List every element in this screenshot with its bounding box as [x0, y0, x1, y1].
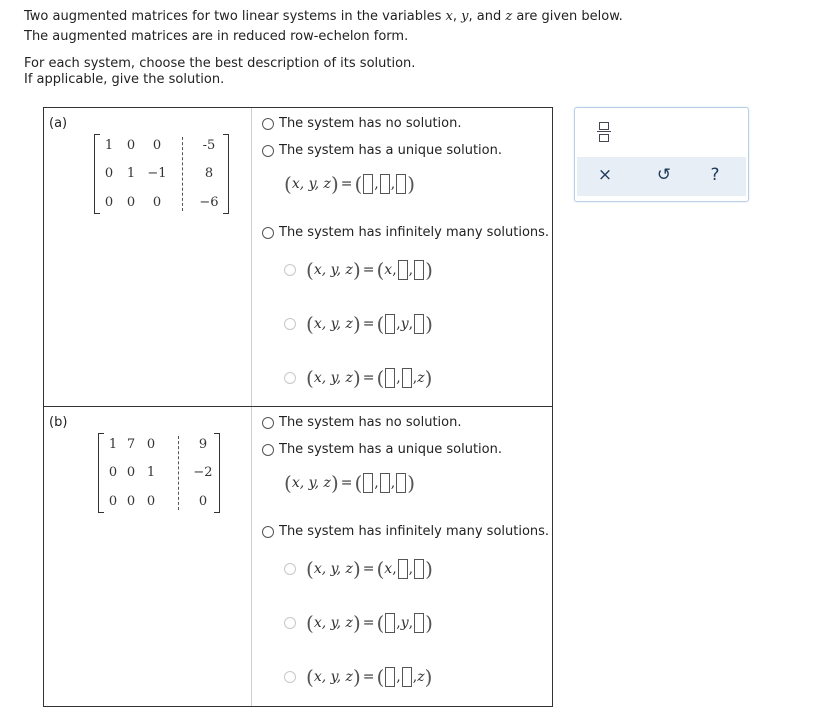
matrix-cell: 0	[152, 195, 162, 210]
radio-button[interactable]	[262, 526, 274, 538]
part-b-option-unique[interactable]: The system has a unique solution.	[262, 442, 502, 457]
part-a-option-unique[interactable]: The system has a unique solution.	[262, 143, 502, 158]
part-a-infinite-form-z[interactable]: ( x, y, z ) = ( , , z )	[284, 368, 432, 388]
part-a-matrix	[94, 134, 229, 214]
part-a-infinite-form-x[interactable]: ( x, y, z ) = ( x , , )	[284, 260, 433, 280]
part-a-row	[44, 108, 552, 407]
matrix-cell: 8	[204, 166, 214, 181]
answer-box-y[interactable]	[380, 473, 390, 493]
part-b-option-infinite[interactable]: The system has infinitely many solutions.	[262, 524, 549, 539]
matrix-cell: 9	[198, 437, 208, 452]
fraction-icon[interactable]	[597, 120, 611, 144]
radio-button[interactable]	[284, 318, 296, 330]
part-a-infinite-form-y[interactable]: ( x, y, z ) = ( , y , )	[284, 314, 433, 334]
radio-button[interactable]	[262, 444, 274, 456]
matrix-cell: -5	[202, 138, 216, 153]
radio-button[interactable]	[284, 671, 296, 683]
matrix-cell: 0	[146, 494, 156, 509]
answer-box-y[interactable]	[402, 667, 412, 687]
instructions	[24, 7, 623, 88]
part-b-infinite-form-x[interactable]: ( x, y, z ) = ( x , , )	[284, 559, 433, 579]
part-b-matrix	[98, 433, 220, 513]
matrix-cell: 1	[108, 437, 118, 452]
answer-box-x[interactable]	[385, 368, 395, 388]
part-b-row	[44, 407, 552, 706]
help-icon[interactable]: ?	[710, 165, 720, 185]
radio-button[interactable]	[262, 227, 274, 239]
answer-box-z[interactable]	[414, 613, 424, 633]
matrix-cell: 0	[126, 465, 136, 480]
radio-button[interactable]	[262, 118, 274, 130]
matrix-cell: 0	[126, 138, 136, 153]
answer-box-x[interactable]	[385, 667, 395, 687]
answer-box-y[interactable]	[398, 559, 408, 579]
matrix-cell: 1	[104, 138, 114, 153]
part-b-options	[252, 407, 552, 706]
matrix-cell: 7	[126, 437, 136, 452]
matrix-cell: −2	[193, 465, 213, 480]
answer-box-x[interactable]	[363, 473, 373, 493]
answer-box-z[interactable]	[414, 260, 424, 280]
answer-box-z[interactable]	[396, 473, 406, 493]
answer-box-y[interactable]	[402, 368, 412, 388]
answer-box-y[interactable]	[398, 260, 408, 280]
part-a-unique-answer: ( x, y, z ) = ( , , )	[284, 172, 416, 196]
answer-box-z[interactable]	[414, 314, 424, 334]
intro-line-3: For each system, choose the best description of its solution.	[24, 56, 416, 71]
intro-line-4: If applicable, give the solution.	[24, 72, 225, 87]
clear-icon[interactable]: ×	[597, 165, 613, 185]
matrix-cell: 0	[152, 138, 162, 153]
radio-button[interactable]	[262, 417, 274, 429]
matrix-cell: 0	[104, 195, 114, 210]
answer-box-x[interactable]	[363, 174, 373, 194]
answer-box-x[interactable]	[385, 613, 395, 633]
matrix-cell: 1	[146, 465, 156, 480]
part-b-option-no-solution[interactable]: The system has no solution.	[262, 415, 462, 430]
radio-button[interactable]	[284, 617, 296, 629]
part-a-label: (a)	[49, 116, 68, 131]
part-a-matrix-cell	[44, 108, 252, 406]
matrix-cell: 0	[108, 494, 118, 509]
radio-button[interactable]	[284, 372, 296, 384]
radio-button[interactable]	[284, 563, 296, 575]
intro-line-2: The augmented matrices are in reduced row-echelon form.	[24, 29, 409, 44]
matrix-cell: −6	[199, 195, 219, 210]
part-a-options	[252, 108, 552, 406]
problem-table	[43, 107, 553, 707]
part-a-option-no-solution[interactable]: The system has no solution.	[262, 116, 462, 131]
answer-box-x[interactable]	[385, 314, 395, 334]
matrix-cell: 0	[126, 195, 136, 210]
answer-box-z[interactable]	[396, 174, 406, 194]
part-a-option-infinite[interactable]: The system has infinitely many solutions.	[262, 225, 549, 240]
matrix-cell: 0	[126, 494, 136, 509]
intro-line-1: Two augmented matrices for two linear systems in the variables x, y, and z are given below.	[24, 9, 623, 24]
matrix-cell: 0	[146, 437, 156, 452]
matrix-cell: 0	[108, 465, 118, 480]
part-b-matrix-cell	[44, 407, 252, 706]
answer-box-z[interactable]	[414, 559, 424, 579]
radio-button[interactable]	[262, 145, 274, 157]
math-toolbar	[574, 107, 749, 202]
matrix-cell: 0	[198, 494, 208, 509]
toolbar-action-bar	[577, 157, 746, 196]
undo-icon[interactable]: ↺	[656, 165, 672, 185]
matrix-cell: −1	[147, 166, 167, 181]
matrix-cell: 0	[104, 166, 114, 181]
radio-button[interactable]	[284, 264, 296, 276]
part-b-infinite-form-y[interactable]: ( x, y, z ) = ( , y , )	[284, 613, 433, 633]
matrix-cell: 1	[126, 166, 136, 181]
part-b-label: (b)	[49, 415, 68, 430]
part-b-infinite-form-z[interactable]: ( x, y, z ) = ( , , z )	[284, 667, 432, 687]
part-b-unique-answer: ( x, y, z ) = ( , , )	[284, 471, 416, 495]
answer-box-y[interactable]	[380, 174, 390, 194]
